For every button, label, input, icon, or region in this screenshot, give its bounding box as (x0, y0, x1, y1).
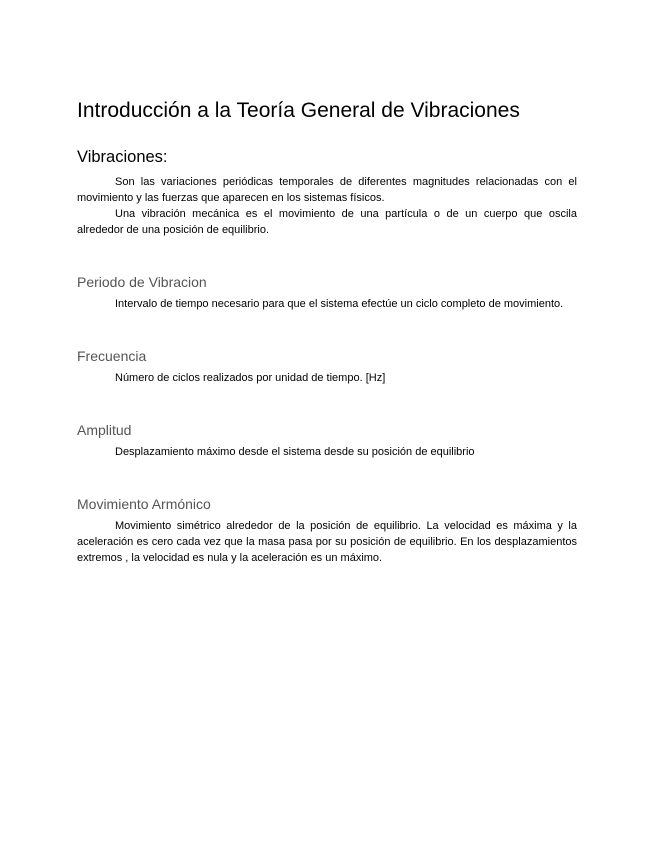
intro-section (77, 146, 577, 238)
intro-heading: Vibraciones: (77, 148, 168, 166)
section-heading: Periodo de Vibracion (77, 274, 207, 290)
section-movimiento-armonico (77, 494, 577, 566)
section-amplitud (77, 420, 577, 460)
section-heading: Movimiento Armónico (77, 496, 211, 512)
section-text: Número de ciclos realizados por unidad de tiempo. [Hz] (115, 372, 386, 384)
section-text: Intervalo de tiempo necesario para que el sistema efectúe un ciclo completo de movimiento. (115, 298, 564, 310)
section-heading: Amplitud (77, 422, 132, 438)
section-heading: Frecuencia (77, 348, 147, 364)
section-periodo (77, 272, 577, 312)
section-text: Desplazamiento máximo desde el sistema desde su posición de equilibrio (115, 446, 475, 458)
document-page (77, 96, 577, 566)
section-text: Movimiento simétrico alrededor de la posición de equilibrio. La velocidad es máxima y la aceleración es cero cada vez que la masa pasa por su posición de equilibrio. En los desplazamientos extremos , la velocidad es nula y la aceleración es un máximo. (77, 520, 577, 564)
intro-paragraph-1: Son las variaciones periódicas temporales de diferentes magnitudes relacionadas con el movimiento y las fuerzas que aparecen en los sistemas físicos. (77, 176, 577, 204)
intro-paragraph-2: Una vibración mecánica es el movimiento de una partícula o de un cuerpo que oscila alrededor de una posición de equilibrio. (77, 208, 577, 236)
document-title: Introducción a la Teoría General de Vibraciones (77, 99, 520, 122)
section-frecuencia (77, 346, 577, 386)
